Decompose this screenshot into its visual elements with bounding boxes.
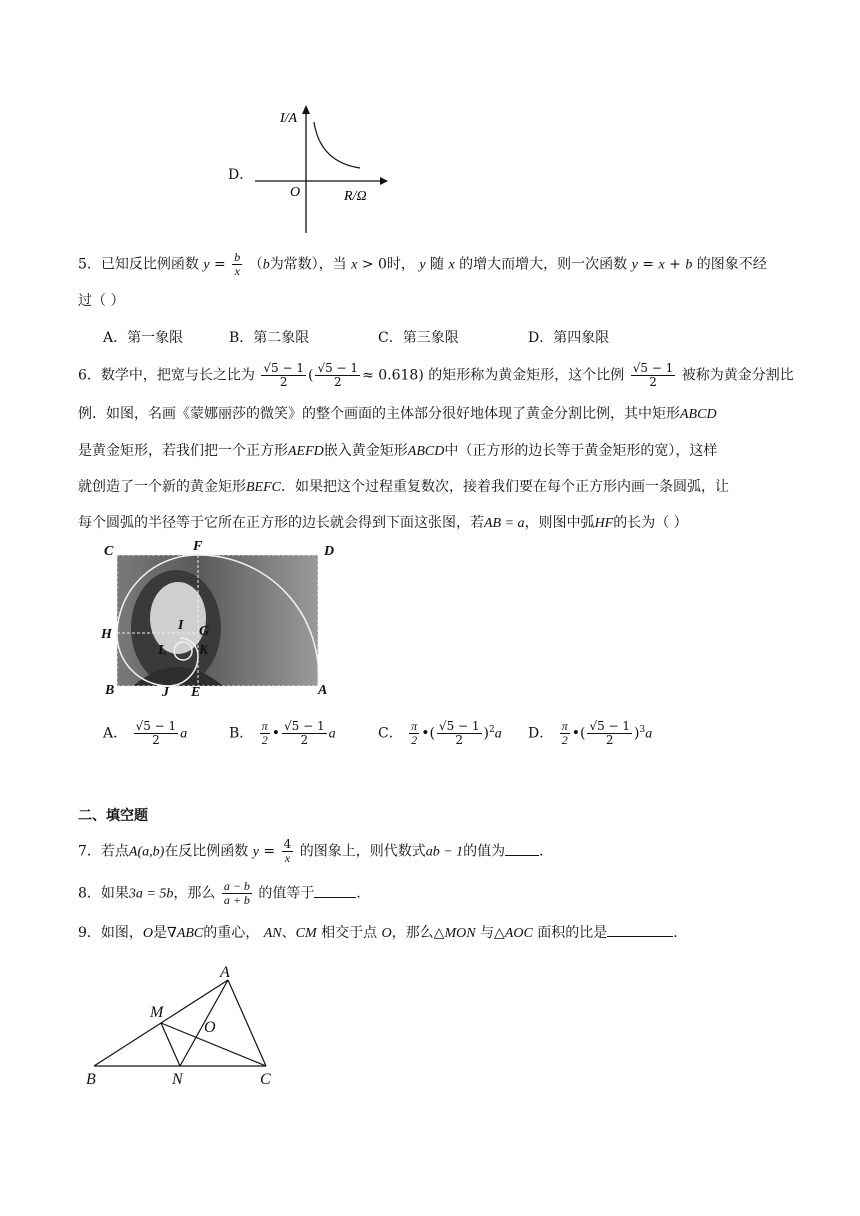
- inverse-graph-d: [250, 100, 390, 240]
- label-e: E: [191, 685, 201, 700]
- q5-option-d[interactable]: D．第四象限: [528, 330, 610, 346]
- q6-text: 中（正方形的边长等于黄金矩形的宽），这样: [444, 443, 718, 459]
- triangle-abc-figure: [80, 960, 290, 1090]
- q5-text: 为常数），当: [269, 256, 347, 273]
- q7-point: A(a,b): [128, 844, 165, 860]
- golden-ratio-fraction: $\frac{√5 - 1}{2}$: [632, 361, 674, 389]
- q9-text: 是∇: [153, 925, 177, 941]
- pi-over-2-fraction: $\frac{\pi}{2}$: [411, 719, 418, 747]
- label-d: D: [324, 544, 335, 559]
- q5-line2: 过（ ）: [78, 293, 125, 309]
- q9-var: ABC: [176, 926, 204, 941]
- q9-var: MON: [444, 926, 476, 941]
- q6-var: BEFC: [246, 480, 281, 495]
- q6-line1: 6．数学中，把宽与长之比为 $\frac{√5 - 1}{2}$ ( $\frac{√5 - 1}{2}$ ≈ 0.618) 的矩形称为黄金矩形，这个比例 $\frac{√5 - 1}{2}$ 被称为黄金分割比: [78, 361, 794, 389]
- x-axis-label: R/Ω: [344, 189, 367, 204]
- q8-text: ，那么: [173, 885, 216, 902]
- q6-approx: ≈ 0.618): [362, 367, 424, 384]
- q6-option-c[interactable]: C． $\frac{\pi}{2}$ •( $\frac{√5 - 1}{2}$ )$^2$a: [378, 719, 502, 747]
- q6-line3: [78, 441, 717, 462]
- q6-var: HF: [594, 516, 614, 531]
- q5-text: （: [248, 256, 263, 273]
- q8-text: 8．如果: [78, 885, 129, 902]
- label-c: C: [104, 544, 114, 559]
- q5-line1: 5．已知反比例函数 y = $\frac{b}{x}$ （b为常数），当 x > 0时， y 随 x 的增大而增大，则一次函数 y = x + b 的图象不经: [78, 250, 767, 278]
- golden-ratio-fraction: $\frac{√5 - 1}{2}$: [284, 719, 325, 747]
- q5-text: 5．已知反比例函数: [78, 256, 199, 273]
- q5-text: 的增大而增大，则一次函数: [459, 256, 628, 273]
- q7-expr: ab − 1: [425, 844, 464, 860]
- q6-option-d[interactable]: D． $\frac{\pi}{2}$ •( $\frac{√5 - 1}{2}$ )$^3$a: [528, 719, 653, 747]
- q9-text: 的重心，: [203, 925, 260, 941]
- q9-var: O: [142, 926, 154, 941]
- section-heading-fill-in-blank: 二、填空题: [78, 808, 148, 824]
- label-a: A: [220, 964, 230, 981]
- golden-ratio-fraction: $\frac{√5 - 1}{2}$: [135, 719, 177, 747]
- q9-var: CM: [295, 926, 317, 941]
- label-f: F: [193, 539, 203, 554]
- q6-text: ，则图中弧: [524, 515, 595, 531]
- mona-lisa-golden-spiral-figure: [98, 538, 348, 700]
- q6-text: 嵌入黄金矩形: [323, 443, 408, 459]
- q9-text: 9．如图，: [78, 925, 143, 941]
- q7-answer-blank[interactable]: [505, 841, 539, 856]
- label-h: H: [101, 627, 112, 642]
- q6-option-b[interactable]: B． $\frac{\pi}{2}$ • $\frac{√5 - 1}{2}$ a: [229, 719, 336, 747]
- q8-line: [78, 880, 370, 907]
- q7-text: ．: [539, 843, 554, 860]
- q9-answer-blank[interactable]: [607, 922, 673, 937]
- q9-text: ．: [673, 925, 688, 941]
- inverse-curve: [314, 122, 360, 168]
- q6-text: 就创造了一个新的黄金矩形: [78, 479, 246, 495]
- q5-text: 随: [430, 256, 445, 273]
- label-k: K: [199, 643, 209, 658]
- label-m: M: [150, 1004, 164, 1021]
- label-o: O: [204, 1019, 216, 1036]
- q6-var: AB = a: [484, 516, 525, 531]
- q6-var: AEFD: [288, 444, 324, 459]
- q7-text: 在反比例函数: [164, 843, 249, 860]
- q7-text: 的值为: [463, 843, 506, 860]
- q6-text: 的矩形称为黄金矩形，这个比例: [428, 367, 625, 384]
- x-axis-arrow: [380, 177, 388, 185]
- q6-text: ．如果把这个过程重复数次，接着我们要在每个正方形内画一条圆弧，让: [281, 479, 729, 495]
- q7-line: 7．若点A(a,b)在反比例函数 y = $\frac{4}{x}$ 的图象上，则代数式ab − 1的值为 ．: [78, 837, 554, 865]
- q6-option-label: C．: [378, 725, 403, 742]
- q7-text: 的图象上，则代数式: [299, 843, 426, 860]
- label-b: B: [86, 1071, 96, 1088]
- option-d-label: D．: [228, 167, 254, 183]
- q7-fraction: $\frac{4}{x}$: [283, 837, 292, 865]
- q6-option-label: A．: [103, 725, 128, 742]
- q6-text: 是黄金矩形，若我们把一个正方形: [78, 443, 288, 459]
- q5-text: 时，: [386, 256, 415, 273]
- q6-text: 的长为（ ）: [613, 515, 688, 531]
- q9-text: 与△: [480, 925, 505, 941]
- label-g: G: [199, 624, 210, 639]
- q6-line4: [78, 477, 729, 498]
- origin-label: O: [290, 185, 301, 200]
- q8-fraction: $\frac{a - b}{a + b}$: [223, 879, 250, 907]
- y-axis-label: I/A: [280, 111, 298, 126]
- q9-text: 相交于点: [321, 925, 378, 941]
- q5-option-c[interactable]: C．第三象限: [378, 330, 459, 346]
- q9-var: O: [381, 926, 392, 941]
- label-c: C: [260, 1071, 271, 1088]
- label-l: L: [158, 643, 167, 658]
- q6-text: 例．如图，名画《蒙娜丽莎的微笑》的整个画面的主体部分很好地体现了黄金分割比例，其中矩形: [78, 406, 680, 422]
- q8-text: ．: [356, 885, 371, 902]
- q8-eq: 3a = 5b: [128, 886, 174, 902]
- label-j: J: [162, 685, 169, 700]
- q6-option-label: B．: [229, 725, 254, 742]
- q6-var: ABCD: [407, 444, 445, 459]
- q6-option-a[interactable]: A． $\frac{√5 - 1}{2}$ a: [103, 719, 188, 747]
- q9-text: ，那么△: [391, 925, 445, 941]
- q8-text: 的值等于: [258, 885, 315, 902]
- q9-var: AOC: [504, 926, 533, 941]
- golden-ratio-fraction: $\frac{√5 - 1}{2}$: [438, 719, 480, 747]
- q8-answer-blank[interactable]: [314, 883, 356, 898]
- q6-line5: [78, 513, 688, 534]
- label-n: N: [172, 1071, 183, 1088]
- q9-text: 面积的比是: [537, 925, 608, 941]
- q6-var: ABCD: [680, 407, 717, 422]
- golden-ratio-fraction: $\frac{√5 - 1}{2}$: [589, 719, 631, 747]
- q5-fraction: $\frac{b}{x}$: [234, 250, 241, 278]
- label-i: I: [178, 618, 184, 633]
- q6-text: 每个圆弧的半径等于它所在正方形的边长就会得到下面这张图，若: [78, 515, 484, 531]
- q5-text: 的图象不经: [696, 256, 767, 273]
- pi-over-2-fraction: $\frac{\pi}{2}$: [261, 719, 268, 747]
- golden-ratio-fraction: $\frac{√5 - 1}{2}$: [317, 361, 359, 389]
- label-b: B: [105, 683, 115, 698]
- q6-line2: [78, 404, 717, 425]
- q9-text: 、: [281, 925, 296, 941]
- y-axis-arrow: [302, 105, 310, 114]
- golden-ratio-fraction: $\frac{√5 - 1}{2}$: [263, 361, 304, 389]
- q9-line: [78, 922, 687, 944]
- pi-over-2-fraction: $\frac{\pi}{2}$: [561, 719, 568, 747]
- label-a: A: [318, 683, 328, 698]
- q9-var: AN: [263, 926, 282, 941]
- q5-option-a[interactable]: A．第一象限: [103, 330, 184, 346]
- q6-option-label: D．: [528, 725, 554, 742]
- q7-text: 7．若点: [78, 843, 129, 860]
- q5-option-b[interactable]: B．第二象限: [229, 330, 310, 346]
- q6-text: 6．数学中，把宽与长之比为: [78, 367, 255, 384]
- q6-text: 被称为黄金分割比: [681, 367, 794, 384]
